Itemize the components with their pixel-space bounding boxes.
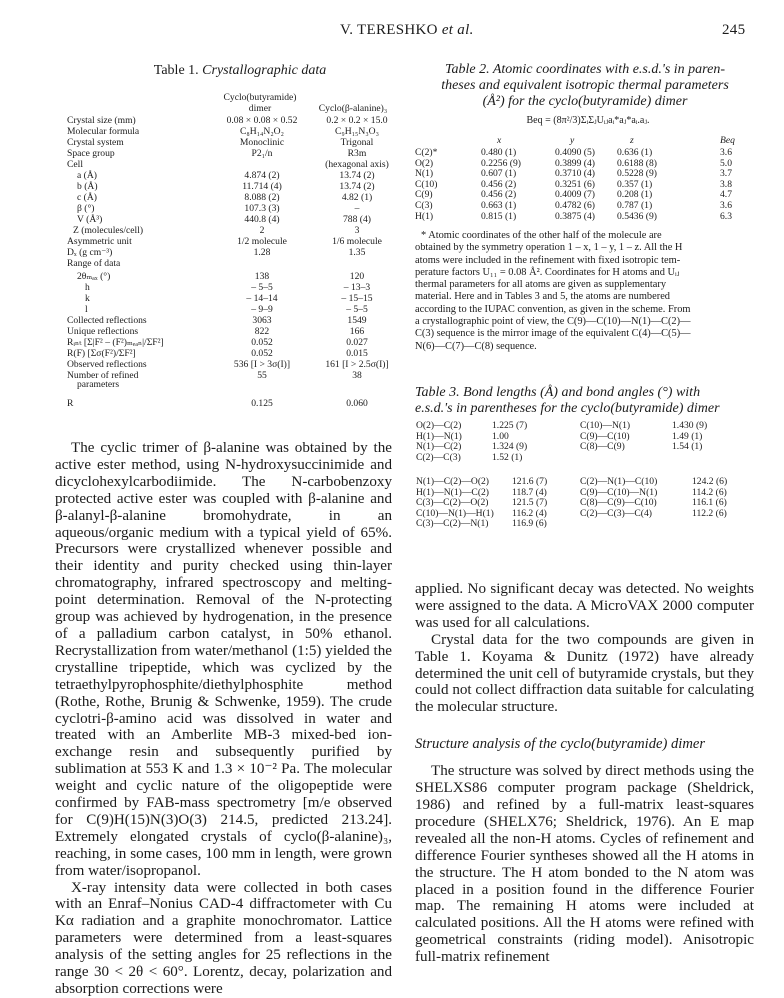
- table2-beq: 3.6: [720, 147, 732, 158]
- paragraph-synthesis: The cyclic trimer of β-alanine was obtained by the active ester method, using N-hydroxysuccinimide and dicyclohexylcarbodiimide. The N-carbobenzoxy protected active ester was coupled with β-alanine and β-alanyl-β-alanine bromohydrate, in an aqueous/organic medium with a typical yield of 65%. Precursors were crystallized whenever possible and their identity and purity checked using thin-layer chromatography, infrared spectroscopy and melting-point determination. Removal of the N-protecting group was achieved by hydrogenation, in the presence of a palladium carbon catalyst, in 50% ethanol. Recrystallization from water/methanol (1:5) yielded the crystalline tripeptide, which was cyclized by the tetraethylpyrophosphite/diethylphosphite method (Rothe, Rothe, Brunig & Schwenke, 1959). The crude cyclotri-β-amino acid was dissolved in water and treated with an Amberlite MB-3 mixed-bed ion-exchange resin and subsequently purified by sublimation at 553 K and 1.3 × 10⁻² Pa. The molecular weight and cyclic nature of the oligopeptide were confirmed by FAB-mass spectrometry [m/e observed for C(9)H(15)N(3)O(3) 214.5, predicted 213.24]. Extremely elongated crystals of cyclo(β-alanine)₃, reaching, in some cases, 100 mm in length, were grown from water/isopropanol.: [55, 440, 392, 879]
- table3-bond-name: N(1)—C(2): [416, 441, 462, 453]
- table2-footnote-line: C(3) sequence is the mirror image of the equivalent C(4)—C(5)—: [415, 328, 691, 340]
- table1-row-label: h: [85, 282, 90, 293]
- table1-row-value1: 0.125: [251, 398, 273, 409]
- table2-beq: 3.6: [720, 200, 732, 211]
- table2-y: 0.4782 (6): [555, 200, 595, 211]
- table1-row-value1: Monoclinic: [239, 137, 285, 148]
- paragraph-applied: applied. No significant decay was detected. No weights were assigned to the data. A MicroVAX 2000 computer was used for all calculations.: [415, 581, 754, 631]
- table2-beq: 3.8: [720, 178, 732, 190]
- table1-row-value2: 161 [I > 2.5σ(I)]: [325, 359, 389, 370]
- table2-formula: Beq = (8π²/3)ΣᵢΣⱼUᵢⱼaᵢ*aⱼ*aᵢ.aⱼ.: [526, 115, 650, 126]
- table1-row-label: Crystal system: [67, 137, 124, 148]
- table1-row-label: Dₓ (g cm⁻³): [67, 247, 113, 258]
- table2-atom: C(2)*: [415, 147, 438, 158]
- table1-row-value1: C₈H₁₄N₂O₂: [240, 126, 284, 137]
- table2-atom: N(1): [415, 168, 434, 180]
- table3-bond-name: C(8)—C(9): [580, 441, 625, 453]
- table1-row-label: Asymmetric unit: [67, 236, 132, 247]
- table1-row-value2: – 5–5: [346, 304, 368, 315]
- table1-row-value2: 1/6 molecule: [332, 236, 382, 247]
- table2-y: 0.3875 (4): [555, 210, 595, 222]
- paragraph-crystal-data: Crystal data for the two compounds are given in Table 1. Koyama & Dunitz (1972) have already determined the unit cell of butyramide crystals, but they could not collect diffraction data suitable for calculating the molecular structure.: [415, 631, 754, 716]
- table3-angle-value: 116.9 (6): [512, 518, 547, 530]
- table1-row-label: R: [67, 398, 74, 409]
- table1-row-value2: 38: [352, 370, 362, 381]
- table3-bond-value: 1.49 (1): [672, 430, 703, 442]
- table2-footnote-line: perature factors U₁₁ = 0.08 Å². Coordinates for H atoms and Uᵢⱼ: [415, 266, 680, 278]
- table1-row-value1: 4.874 (2): [244, 170, 280, 181]
- table1-row-value1: 8.088 (2): [244, 192, 280, 203]
- table1-row-value2: 13.74 (2): [339, 170, 375, 181]
- section-heading: Structure analysis of the cyclo(butyramide) dimer: [415, 736, 706, 753]
- table1-row-label: Unique reflections: [67, 326, 139, 337]
- table1-row-value1: 55: [257, 370, 267, 381]
- table2-z: 0.208 (1): [617, 189, 653, 201]
- table2-z: 0.5228 (9): [617, 168, 657, 180]
- table2-y: 0.4090 (5): [555, 147, 595, 158]
- table2-atom: C(9): [415, 189, 433, 201]
- table1-row-label: Observed reflections: [67, 359, 147, 370]
- table2-y: 0.3251 (6): [555, 178, 595, 190]
- table3-caption: [415, 385, 755, 417]
- table1-row-label: Cell: [67, 159, 83, 170]
- table1-row-value1: 1/2 molecule: [237, 236, 287, 247]
- table2-col-head: z: [630, 135, 634, 146]
- table3-bond-value: 1.324 (9): [492, 441, 528, 453]
- table2-atom: C(3): [415, 200, 433, 211]
- table1-row-label: l: [85, 304, 88, 315]
- table2-beq: 4.7: [720, 189, 732, 201]
- table3-bond-name: H(1)—N(1): [416, 430, 462, 442]
- table3-angle-value: 121.6 (7): [512, 476, 548, 487]
- table3-angle-name: N(1)—C(2)—O(2): [416, 476, 490, 487]
- table1-row-value2: Trigonal: [340, 137, 374, 148]
- table1-title: Crystallographic data: [202, 63, 327, 78]
- table3-angle-name: C(10)—N(1)—H(1): [416, 507, 494, 519]
- table2-x: 0.456 (2): [481, 178, 517, 190]
- table2-atom: C(10): [415, 178, 438, 190]
- table3-bond-value: 1.52 (1): [492, 451, 523, 463]
- table1-row-label: R(F) [Σσ(F²)/ΣF²]: [67, 348, 136, 359]
- table1-row-label: a (Å): [77, 170, 97, 181]
- table2-col-head: x: [497, 135, 502, 146]
- table1-col2-head: Cyclo(β-alanine)₃: [318, 103, 388, 114]
- table2-x: 0.815 (1): [481, 210, 517, 222]
- table2-footnote-line: * Atomic coordinates of the other half of the molecule are: [421, 230, 662, 241]
- right-column-text: [415, 581, 754, 966]
- table3-bond-name: C(9)—C(10): [580, 430, 630, 442]
- table3-bond-name: C(2)—C(3): [416, 451, 461, 463]
- table1-row-value2: R3m: [347, 148, 367, 159]
- table2-footnote-line: a crystallographic point of view, the C(9)—C(10)—N(1)—C(2)—: [415, 316, 691, 328]
- page-number: 245: [722, 22, 746, 38]
- table1-row-value1: 11.714 (4): [242, 181, 282, 192]
- table2-caption-line2: theses and equivalent isotropic thermal parameters: [441, 78, 729, 93]
- table3-caption-line1: Table 3. Bond lengths (Å) and bond angles (°) with: [415, 385, 701, 400]
- table3-angle-value: 116.1 (6): [692, 497, 727, 509]
- table1-row-value1: 536 [I > 3σ(I)]: [233, 359, 291, 370]
- table1-row-label: V (Å³): [77, 214, 103, 225]
- table1-row-value1: 138: [254, 271, 270, 282]
- running-header: [340, 22, 474, 39]
- table1-row-label: Molecular formula: [67, 126, 140, 137]
- table1-row-value1: 0.052: [251, 337, 273, 348]
- table3-angle-name: C(9)—C(10)—N(1): [580, 486, 658, 498]
- table1-row-value2: 1.35: [348, 247, 366, 258]
- table1-row-label: Collected reflections: [67, 315, 147, 326]
- table2-header: [415, 135, 755, 147]
- table3-bond-value: 1.00: [492, 430, 509, 442]
- table3-angle-value: 121.5 (7): [512, 497, 548, 509]
- table3-angle-name: H(1)—N(1)—C(2): [416, 486, 490, 498]
- table2-y: 0.4009 (7): [555, 189, 595, 201]
- table1-row-label: Space group: [67, 148, 115, 159]
- table3-angle-name: C(8)—C(9)—C(10): [580, 497, 657, 509]
- table2-footnote-line: atoms were included in the refinement with fixed isotropic tem-: [415, 254, 681, 266]
- table2-caption-line3: (Å²) for the cyclo(butyramide) dimer: [482, 94, 688, 109]
- table1-row-value1: 440.8 (4): [244, 214, 280, 225]
- table3-bond-name: O(2)—C(2): [416, 420, 462, 431]
- table2-caption-line1: Table 2. Atomic coordinates with e.s.d.'s in paren-: [444, 62, 725, 77]
- table1-row-value1: 1.28: [253, 247, 271, 258]
- table2-atom: O(2): [415, 157, 434, 169]
- table2-caption: [415, 62, 755, 110]
- table3-angle-name: C(2)—N(1)—C(10): [580, 476, 658, 487]
- table1-row-value1: – 5–5: [251, 282, 273, 293]
- table3-angle-value: 124.2 (6): [692, 476, 728, 487]
- table2-footnote-line: material. Here and in Tables 3 and 5, the atoms are numbered: [415, 291, 671, 303]
- table1-row-label: k: [85, 293, 90, 304]
- table2-footnote-line: according to the IUPAC convention, as given in the scheme. From: [415, 303, 691, 315]
- table1-row-value2: – 15–15: [341, 293, 373, 304]
- table1-row-value1: 0.052: [251, 348, 273, 359]
- table1-row-value1: – 14–14: [246, 293, 278, 304]
- table1-row-value2: 120: [349, 271, 365, 282]
- table1-row-value2: 788 (4): [343, 214, 371, 225]
- table3-bond-value: 1.430 (9): [672, 420, 708, 431]
- table2-z: 0.636 (1): [617, 147, 653, 158]
- table3-angle-value: 112.2 (6): [692, 507, 727, 519]
- table3-angle-name: C(2)—C(3)—C(4): [580, 507, 652, 519]
- table1-row-value1: 822: [254, 326, 270, 337]
- table1-row-value2: 0.015: [346, 348, 368, 359]
- table1-row-label: Range of data: [67, 258, 121, 269]
- table1-row-value2: 0.027: [346, 337, 368, 348]
- table1-row-label: c (Å): [77, 192, 97, 203]
- table2-col-head: y: [570, 135, 575, 146]
- header-etal: et al.: [441, 22, 474, 38]
- table1-row-value1: P2₁/n: [251, 148, 273, 159]
- table2-beq: 6.3: [720, 210, 732, 222]
- table1-number: Table 1.: [153, 63, 199, 78]
- table3-angle-value: 114.2 (6): [692, 486, 727, 498]
- table1-col1-head-line1: Cyclo(butyramide): [223, 92, 297, 103]
- table2-y: 0.3899 (4): [555, 157, 595, 169]
- table1-row-label: β (°): [77, 203, 95, 214]
- table2-footnote: [415, 230, 755, 353]
- left-column-text: [55, 440, 392, 998]
- table1-row-label: b (Å): [77, 181, 98, 192]
- table1-row-value2: – 13–3: [343, 282, 371, 293]
- table1-row-label: Number of refined: [67, 370, 139, 381]
- table2-x: 0.607 (1): [481, 168, 517, 180]
- table2-x: 0.456 (2): [481, 189, 517, 201]
- table2-footnote-line: obtained by the symmetry operation 1 – x, 1 – y, 1 – z. All the H: [415, 242, 683, 254]
- table3-angle-name: C(3)—C(2)—N(1): [416, 518, 489, 530]
- table1-row-value2: 3: [354, 225, 360, 236]
- table1-row-label: 2θₘₐₓ (°): [77, 271, 111, 282]
- table3-bond-value: 1.54 (1): [672, 441, 703, 453]
- table1-col1-head-line2: dimer: [248, 103, 272, 115]
- table1-row-label: Rᵢₙₜ [Σ|F² – (F²)ₘₑₐₙ|/ΣF²]: [67, 337, 164, 348]
- table2-atom: H(1): [415, 210, 434, 222]
- paragraph-structure: The structure was solved by direct methods using the SHELXS86 computer program package (Sheldrick, 1986) and refined by a full-matrix least-squares procedure (SHELX76; Sheldrick, 1976). An E map revealed all the non-H atoms. Cycles of refinement and difference Fourier syntheses showed all the H atoms in the structure. The H atom bonded to the N atom was placed in a position found in the difference Fourier map. The remaining H atoms were included at calculated positions. All the H atoms were refined with geometrical constraints (riding model). Anisotropic full-matrix refinement: [415, 763, 754, 966]
- table1-caption: [135, 63, 345, 79]
- table2-z: 0.357 (1): [617, 178, 653, 190]
- table1-row-label: Crystal size (mm): [67, 115, 136, 126]
- table1-row-label: parameters: [77, 379, 120, 390]
- table3-caption-line2: e.s.d.'s in parentheses for the cyclo(butyramide) dimer: [415, 401, 720, 416]
- table3-bond-name: C(10)—N(1): [580, 420, 631, 431]
- table2-footnote-line: N(6)—C(7)—C(8) sequence.: [415, 340, 537, 352]
- table2-x: 0.663 (1): [481, 200, 517, 211]
- table1-row-value2: 13.74 (2): [339, 181, 375, 192]
- table2-x: 0.480 (1): [481, 147, 517, 158]
- table1-row-value2: –: [354, 203, 360, 214]
- table1-row-value1: 3063: [252, 315, 272, 326]
- table2-y: 0.3710 (4): [555, 168, 595, 180]
- header-authors: V. TERESHKO: [340, 22, 438, 38]
- table1-row-label: Z (molecules/cell): [73, 225, 144, 236]
- table2-z: 0.5436 (9): [617, 210, 657, 222]
- table1-row-value2: C₉H₁₅N₃O₃: [335, 126, 379, 137]
- table1-row-value2: 166: [349, 326, 365, 337]
- table2-footnote-line: thermal parameters for all atoms are given as supplementary: [415, 279, 667, 291]
- table1-row-value2: (hexagonal axis): [325, 159, 389, 170]
- table3-angle-value: 116.2 (4): [512, 507, 547, 519]
- table3-angle-name: C(3)—C(2)—O(2): [416, 497, 489, 509]
- table1-row-value2: 0.060: [346, 398, 368, 409]
- table3-bond-value: 1.225 (7): [492, 420, 528, 431]
- table2-col-head: Beq: [720, 135, 735, 146]
- table1-row-value1: – 9–9: [251, 304, 273, 315]
- table1-row-value1: 107.3 (3): [244, 203, 280, 214]
- table2-z: 0.6188 (8): [617, 157, 657, 169]
- table1-row-value2: 1549: [347, 315, 367, 326]
- table1-row-value2: 4.82 (1): [341, 192, 373, 203]
- table1-row-value1: 0.08 × 0.08 × 0.52: [226, 115, 298, 126]
- paragraph-xray: X-ray intensity data were collected in both cases with an Enraf–Nonius CAD-4 diffractometer with Cu Kα radiation and a graphite monochromator. Lattice parameters were determined from a least-squares analysis of the setting angles for 25 reflections in the range 30 < 2θ < 60°. Lorentz, decay, polarization and absorption corrections were: [55, 879, 392, 997]
- table1-row-value2: 0.2 × 0.2 × 15.0: [326, 115, 388, 126]
- table2-beq: 5.0: [720, 157, 732, 169]
- table2-x: 0.2256 (9): [481, 157, 521, 169]
- table2-beq: 3.7: [720, 168, 732, 180]
- table2-z: 0.787 (1): [617, 200, 653, 211]
- table1-row-value1: 2: [259, 225, 265, 236]
- table3-angle-value: 118.7 (4): [512, 486, 547, 498]
